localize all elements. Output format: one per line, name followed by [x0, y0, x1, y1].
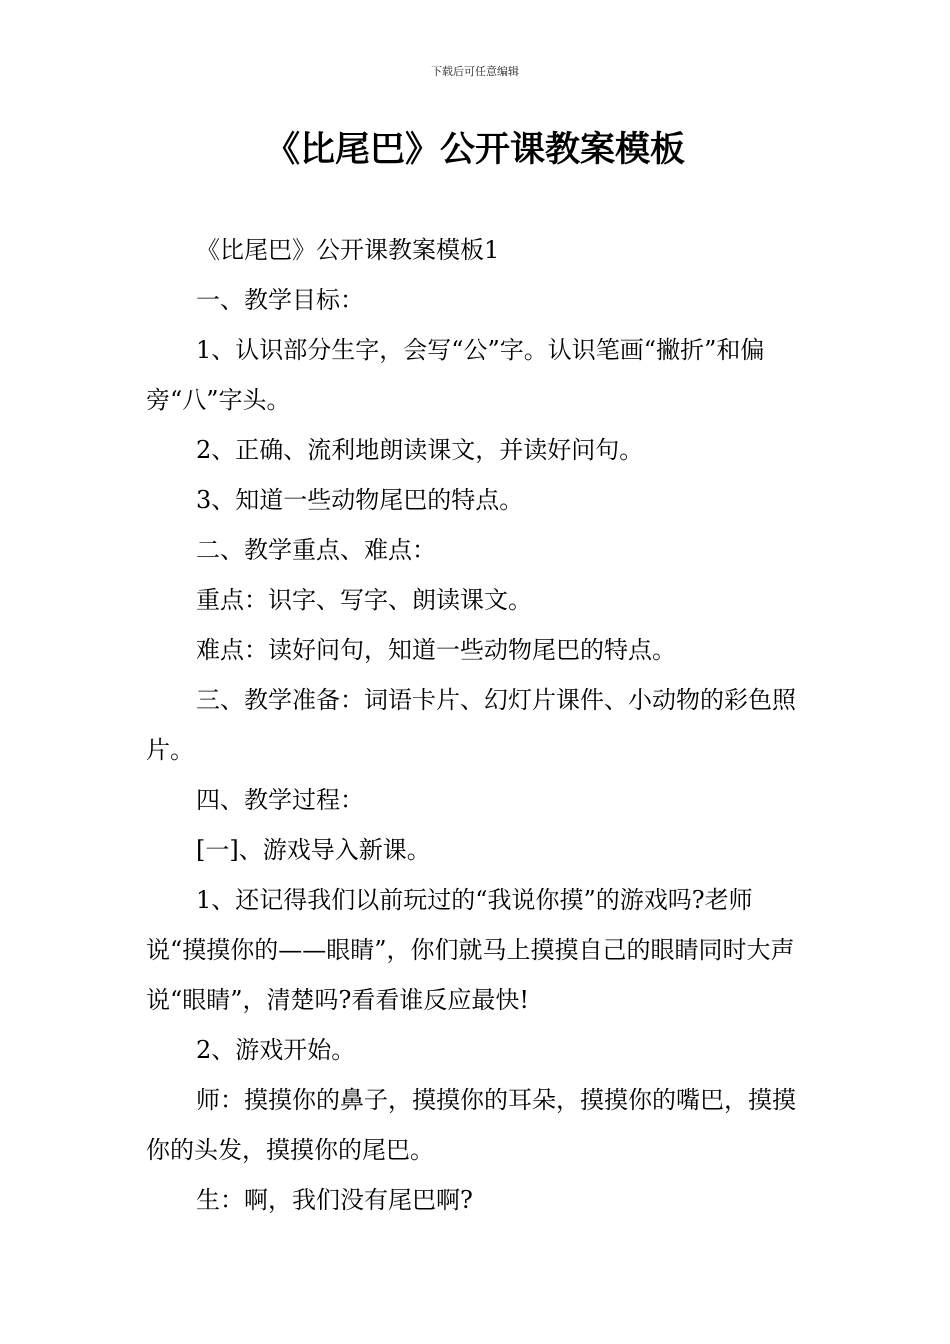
paragraph: 重点：识字、写字、朗读课文。 — [196, 586, 532, 614]
paragraph-section-key-points: 二、教学重点、难点： — [196, 536, 436, 564]
document-title: 《比尾巴》公开课教案模板 — [264, 130, 685, 170]
paragraph: 生：啊，我们没有尾巴啊? — [196, 1186, 473, 1214]
paragraph-subtitle: 《比尾巴》公开课教案模板1 — [196, 236, 500, 264]
paragraph-section-preparation: 三、教学准备：词语卡片、幻灯片课件、小动物的彩色照片。 — [146, 686, 796, 764]
paragraph-section-objectives: 一、教学目标： — [196, 286, 364, 314]
paragraph-section-process: 四、教学过程： — [196, 786, 364, 814]
paragraph: 难点：读好问句，知道一些动物尾巴的特点。 — [196, 636, 676, 664]
page-header-note: 下载后可任意编辑 — [431, 65, 519, 78]
paragraph: 3、知道一些动物尾巴的特点。 — [196, 486, 524, 514]
paragraph: 2、游戏开始。 — [196, 1036, 356, 1064]
paragraph: 1、认识部分生字，会写“公”字。认识笔画“撇折”和偏旁“八”字头。 — [146, 336, 765, 414]
paragraph: 师：摸摸你的鼻子，摸摸你的耳朵，摸摸你的嘴巴，摸摸你的头发，摸摸你的尾巴。 — [146, 1086, 796, 1164]
paragraph: 1、还记得我们以前玩过的“我说你摸”的游戏吗?老师说“摸摸你的——眼睛”，你们就马上摸摸自己的眼睛同时大声说“眼睛”，清楚吗?看看谁反应最快! — [146, 886, 795, 1014]
document-body — [146, 225, 810, 1225]
paragraph: [一]、游戏导入新课。 — [196, 836, 431, 864]
paragraph: 2、正确、流利地朗读课文，并读好问句。 — [196, 436, 644, 464]
